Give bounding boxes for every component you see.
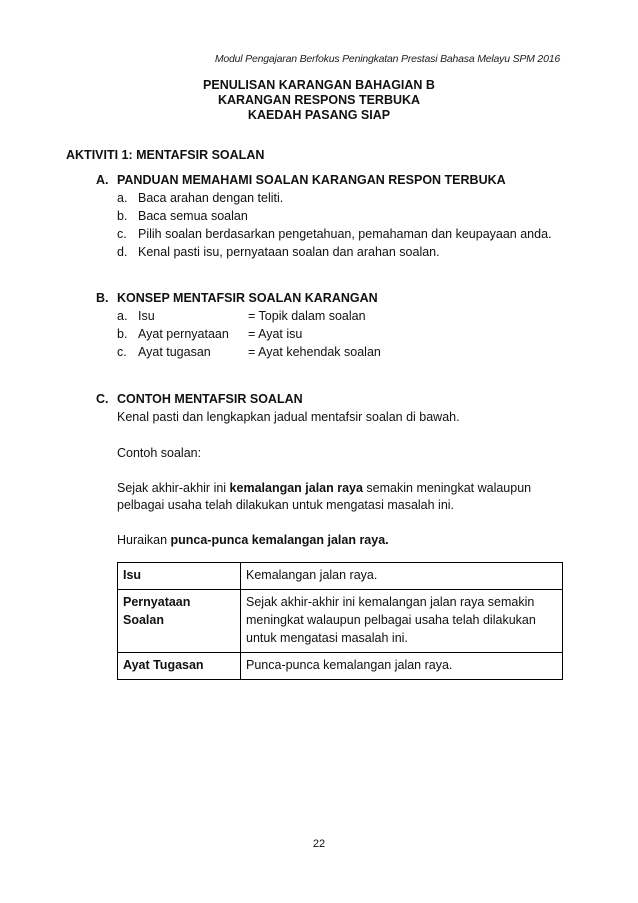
list-item-text: Baca semua soalan <box>138 209 248 223</box>
example-question-line-1 <box>117 481 531 495</box>
example-task <box>117 533 389 547</box>
value-line: meningkat walaupun pelbagai usaha telah dilakukan <box>246 613 536 627</box>
page-title <box>0 78 638 123</box>
section-b-heading <box>96 291 378 305</box>
section-c-letter: C. <box>96 392 109 406</box>
list-item-text: Baca arahan dengan teliti. <box>138 191 284 205</box>
question-analysis-table <box>117 562 563 680</box>
page-number: 22 <box>312 838 326 850</box>
table-row <box>118 563 563 590</box>
task-text: Huraikan <box>117 533 171 547</box>
list-item-text: Pilih soalan berdasarkan pengetahuan, pemahaman dan keupayaan anda. <box>138 227 552 241</box>
section-c-instruction: Kenal pasti dan lengkapkan jadual mentafsir soalan di bawah. <box>117 410 460 424</box>
table-value-cell <box>241 590 563 653</box>
question-text: semakin meningkat walaupun <box>362 481 532 495</box>
concept-key: Ayat pernyataan <box>138 327 229 341</box>
section-a-letter: A. <box>96 173 109 187</box>
value-line: Sejak akhir-akhir ini kemalangan jalan raya semakin <box>246 595 535 609</box>
list-item-letter: a. <box>117 309 128 323</box>
label-line: Soalan <box>123 613 164 627</box>
task-bold: punca-punca kemalangan jalan raya. <box>170 533 389 547</box>
title-line-1: PENULISAN KARANGAN BAHAGIAN B <box>203 78 435 92</box>
list-item <box>117 309 366 323</box>
question-issue-bold: kemalangan jalan raya <box>229 481 363 495</box>
list-item <box>117 191 283 205</box>
example-label: Contoh soalan: <box>117 446 202 460</box>
concept-value: = Ayat isu <box>248 327 303 341</box>
list-item-letter: c. <box>117 345 127 359</box>
table-label-cell: Isu <box>118 563 241 590</box>
table-value-cell: Kemalangan jalan raya. <box>241 563 563 590</box>
title-line-3: KAEDAH PASANG SIAP <box>247 108 391 122</box>
value-line: untuk mengatasi masalah ini. <box>246 631 408 645</box>
activity-heading: AKTIVITI 1: MENTAFSIR SOALAN <box>66 148 265 162</box>
section-a-title: PANDUAN MEMAHAMI SOALAN KARANGAN RESPON TERBUKA <box>117 173 506 187</box>
list-item-letter: b. <box>117 209 128 223</box>
table-label-cell <box>118 590 241 653</box>
list-item-letter: c. <box>117 227 127 241</box>
table-value-cell: Punca-punca kemalangan jalan raya. <box>241 653 563 680</box>
section-c-title: CONTOH MENTAFSIR SOALAN <box>117 392 303 406</box>
list-item <box>117 245 440 259</box>
list-item-text: Kenal pasti isu, pernyataan soalan dan arahan soalan. <box>138 245 440 259</box>
concept-value: = Topik dalam soalan <box>248 309 366 323</box>
concept-key: Isu <box>138 309 155 323</box>
list-item <box>117 209 248 223</box>
table-row <box>118 590 563 653</box>
concept-key: Ayat tugasan <box>138 345 211 359</box>
table-row <box>118 653 563 680</box>
example-question-line-2: pelbagai usaha telah dilakukan untuk mengatasi masalah ini. <box>117 498 455 512</box>
title-line-2: KARANGAN RESPONS TERBUKA <box>217 93 421 107</box>
list-item-letter: b. <box>117 327 128 341</box>
list-item-letter: a. <box>117 191 128 205</box>
section-b-title: KONSEP MENTAFSIR SOALAN KARANGAN <box>117 291 378 305</box>
table-label-cell: Ayat Tugasan <box>118 653 241 680</box>
list-item-letter: d. <box>117 245 128 259</box>
section-b-letter: B. <box>96 291 109 305</box>
section-a-heading <box>96 173 506 187</box>
list-item <box>117 345 381 359</box>
question-text: Sejak akhir-akhir ini <box>117 481 230 495</box>
list-item <box>117 227 552 241</box>
concept-value: = Ayat kehendak soalan <box>248 345 381 359</box>
label-line: Pernyataan <box>123 595 191 609</box>
list-item <box>117 327 302 341</box>
section-c-heading <box>96 392 303 406</box>
running-header: Modul Pengajaran Berfokus Peningkatan Prestasi Bahasa Melayu SPM 2016 <box>214 53 560 65</box>
